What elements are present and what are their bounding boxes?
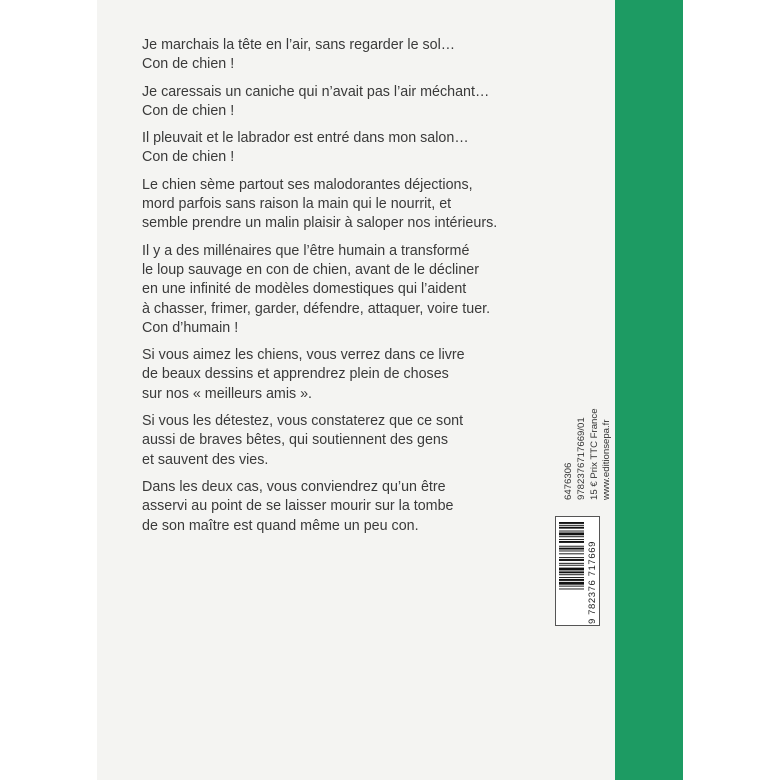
barcode-bar: [559, 582, 584, 585]
barcode-bar: [559, 531, 584, 532]
barcode-bar: [559, 557, 584, 558]
barcode-bar: [559, 553, 584, 554]
barcode-bar: [559, 577, 584, 578]
paragraph-1: [142, 36, 572, 75]
text-line: en une infinité de modèles domestiques qui l’aident: [142, 281, 467, 298]
website-link: www.editionsepa.fr: [601, 419, 613, 500]
text-line: semble prendre un malin plaisir à saloper nos intérieurs.: [142, 215, 498, 232]
publication-info: [563, 398, 616, 500]
text-line: mord parfois sans raison la main qui le nourrit, et: [142, 196, 452, 213]
paragraph-3: [142, 129, 572, 168]
barcode-bar: [559, 548, 584, 550]
barcode-bar: [559, 579, 584, 581]
barcode-bar: [559, 563, 584, 564]
paragraph-6: [142, 346, 572, 404]
barcode-bar: [559, 546, 584, 547]
text-line: Si vous aimez les chiens, vous verrez dans ce livre: [142, 347, 465, 364]
text-line: asservi au point de se laisser mourir sur la tombe: [142, 498, 454, 515]
text-line: Con de chien !: [142, 149, 235, 166]
barcode-bar: [559, 565, 584, 566]
text-line: Il y a des millénaires que l’être humain a transformé: [142, 242, 470, 259]
barcode-bar: [559, 527, 584, 529]
paragraph-4: [142, 176, 572, 234]
price-label: 15 € Prix TTC France: [588, 408, 600, 500]
product-code: 6476306: [563, 462, 574, 500]
isbn-reference: 978237671766​9/01: [575, 417, 587, 500]
text-line: de son maître est quand même un peu con.: [142, 517, 419, 534]
barcode-bar: [559, 551, 584, 552]
barcode-bars: [559, 520, 586, 622]
barcode-bar: [559, 525, 584, 526]
text-line: et sauvent des vies.: [142, 451, 269, 468]
barcode: [555, 516, 600, 626]
text-line: le loup sauvage en con de chien, avant de le décliner: [142, 261, 480, 278]
barcode-number: 9 782376 717669: [587, 541, 598, 624]
text-line: Con d’humain !: [142, 319, 239, 336]
barcode-bar: [559, 574, 584, 575]
text-line: sur nos « meilleurs amis ».: [142, 385, 313, 402]
paragraph-5: [142, 242, 572, 338]
barcode-bar: [559, 571, 584, 573]
green-spine: [615, 0, 683, 780]
text-line: aussi de braves bêtes, qui soutiennent des gens: [142, 432, 449, 449]
text-line: Con de chien !: [142, 56, 235, 73]
barcode-bar: [559, 522, 584, 524]
barcode-bar: [559, 559, 584, 561]
text-line: Je marchais la tête en l’air, sans regarder le sol…: [142, 37, 456, 53]
text-line: Il pleuvait et le labrador est entré dans mon salon…: [142, 130, 469, 147]
paragraph-8: [142, 478, 572, 536]
text-line: Dans les deux cas, vous conviendrez qu’un être: [142, 478, 446, 495]
text-line: Con de chien !: [142, 102, 235, 119]
paragraph-7: [142, 412, 572, 470]
text-line: de beaux dessins et apprendrez plein de choses: [142, 366, 449, 383]
barcode-bar: [559, 568, 584, 571]
blurb-text: [142, 36, 572, 544]
text-line: à chasser, frimer, garder, défendre, attaquer, voire tuer.: [142, 300, 491, 317]
barcode-bar: [559, 539, 584, 540]
barcode-bar: [559, 532, 584, 535]
paragraph-2: [142, 83, 572, 122]
text-line: Si vous les détestez, vous constaterez que ce sont: [142, 413, 464, 430]
barcode-bar: [559, 586, 584, 587]
barcode-bar: [559, 536, 584, 537]
barcode-bar: [559, 541, 584, 543]
text-line: Le chien sème partout ses malodorantes déjections,: [142, 176, 473, 193]
barcode-bar: [559, 589, 584, 590]
text-line: Je caressais un caniche qui n’avait pas l’air méchant…: [142, 83, 490, 100]
